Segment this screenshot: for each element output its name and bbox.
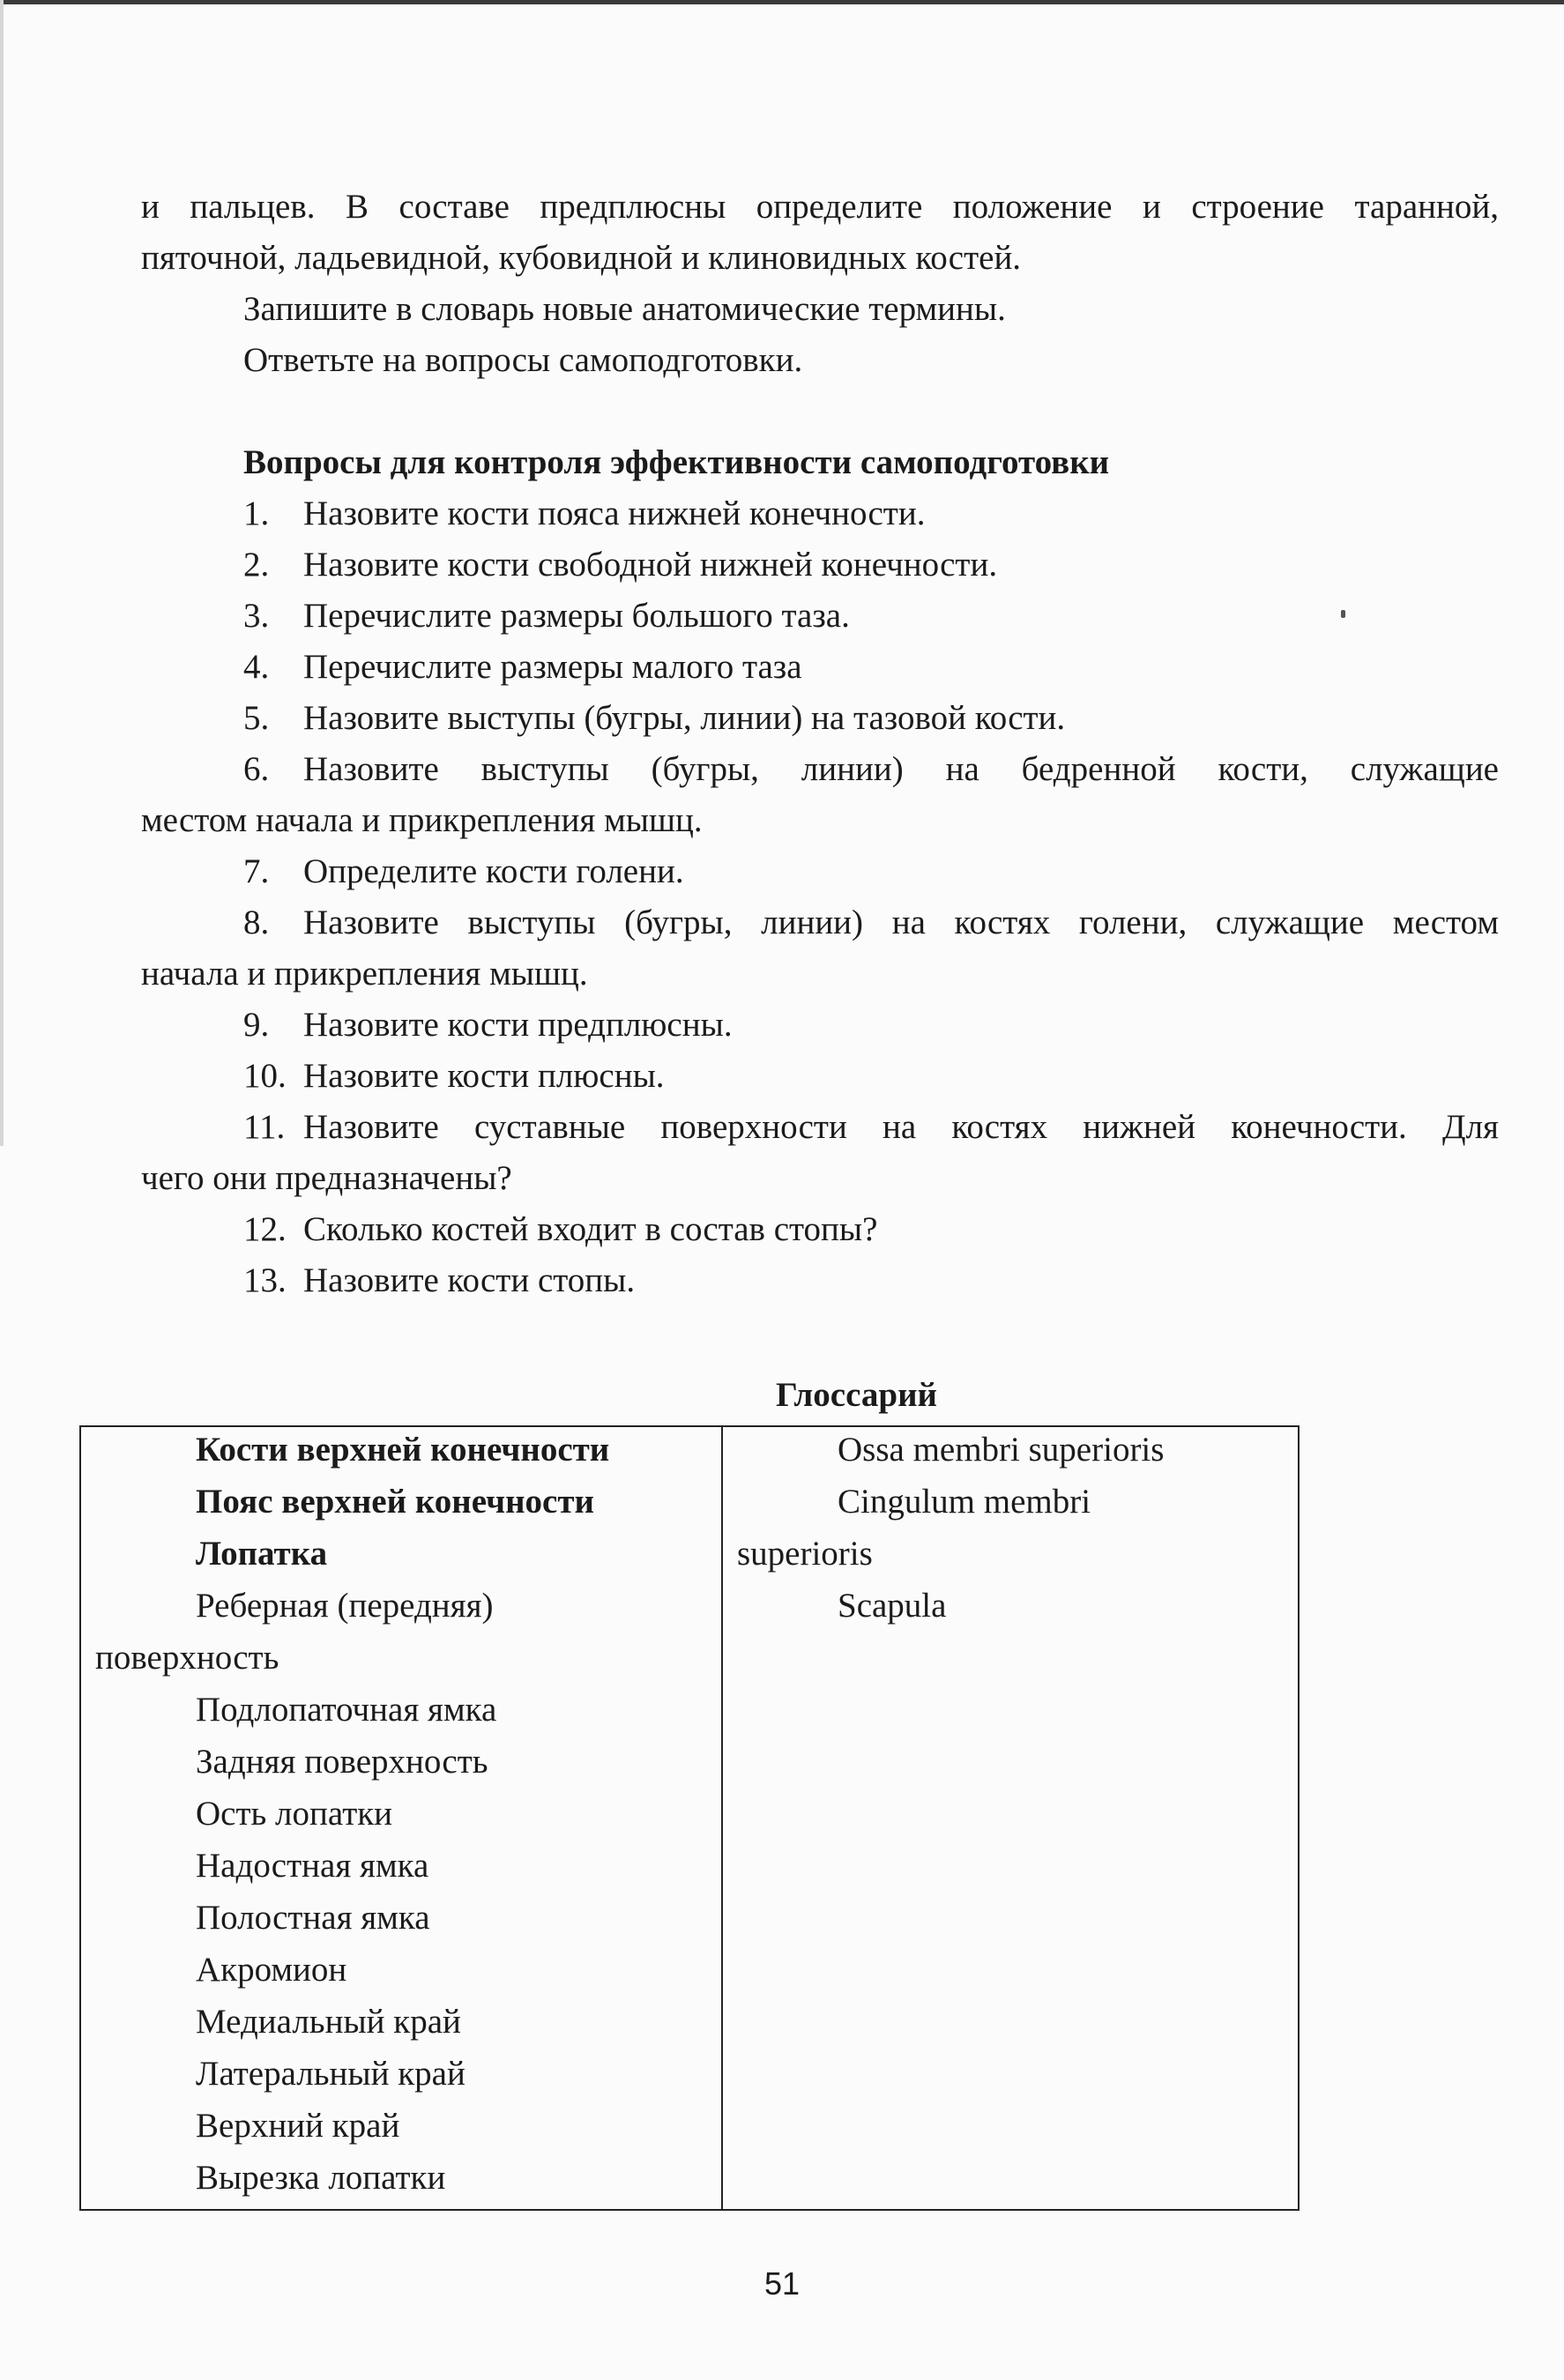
glossary-column-divider	[721, 1425, 723, 2211]
question-number: 12.	[243, 1210, 287, 1248]
question-text: Назовите кости пояса нижней конечности.	[303, 495, 926, 532]
scan-left-edge	[0, 0, 4, 1146]
question-item	[243, 1105, 1499, 1149]
question-text: Определите кости голени.	[303, 852, 684, 890]
glossary-term: Вырезка лопатки	[196, 2159, 446, 2197]
question-number: 9.	[243, 1006, 270, 1044]
question-continuation: местом начала и прикрепления мышц.	[141, 801, 703, 839]
page-number: 51	[763, 2265, 801, 2302]
glossary-term: Верхний край	[196, 2107, 400, 2145]
glossary-latin-term: Scapula	[838, 1587, 947, 1625]
question-continuation: начала и прикрепления мышц.	[141, 955, 588, 993]
question-text: Перечислите размеры большого таза.	[303, 597, 850, 635]
glossary-term-wrap: поверхность	[95, 1639, 279, 1677]
glossary-term: Реберная (передняя)	[196, 1587, 494, 1625]
question-text: Назовите кости стопы.	[303, 1261, 636, 1299]
question-number: 8.	[243, 904, 270, 941]
question-item	[243, 543, 998, 587]
question-text: Перечислите размеры малого таза	[303, 648, 802, 686]
glossary-term: Надостная ямка	[196, 1847, 429, 1885]
glossary-term: Задняя поверхность	[196, 1743, 488, 1781]
glossary-term: Лопатка	[196, 1535, 328, 1573]
question-item	[243, 492, 926, 536]
question-item	[243, 1208, 878, 1252]
question-number: 4.	[243, 648, 270, 686]
question-number: 10.	[243, 1057, 287, 1095]
questions-heading: Вопросы для контроля эффективности самоподготовки	[243, 443, 1110, 481]
glossary-term: Пояс верхней конечности	[196, 1483, 594, 1521]
glossary-latin-term: Cingulum membri	[838, 1483, 1091, 1521]
question-number: 6.	[243, 750, 270, 788]
question-item	[243, 901, 1499, 945]
question-number: 13.	[243, 1261, 287, 1299]
question-text: Сколько костей входит в состав стопы?	[303, 1210, 878, 1248]
glossary-latin-term-wrap: superioris	[737, 1535, 873, 1573]
scan-speck	[1341, 610, 1345, 618]
question-text: Назовите суставные поверхности на костях нижней конечности. Для	[303, 1108, 1499, 1146]
question-item	[243, 747, 1499, 792]
glossary-term: Подлопаточная ямка	[196, 1691, 497, 1729]
glossary-latin-term: Ossa membri superioris	[838, 1431, 1165, 1469]
question-number: 7.	[243, 852, 270, 890]
question-number: 5.	[243, 699, 270, 737]
question-text: Назовите выступы (бугры, линии) на тазовой кости.	[303, 699, 1066, 737]
glossary-term: Полостная ямка	[196, 1899, 430, 1937]
glossary-term: Медиальный край	[196, 2003, 461, 2041]
intro-line-3: Запишите в словарь новые анатомические термины.	[243, 290, 1006, 328]
glossary-term: Акромион	[196, 1951, 347, 1989]
question-item	[243, 645, 802, 689]
intro-line-2: пяточной, ладьевидной, кубовидной и клиновидных костей.	[141, 239, 1022, 277]
question-text: Назовите кости плюсны.	[303, 1057, 665, 1095]
question-text: Назовите выступы (бугры, линии) на костях голени, служащие местом	[303, 904, 1499, 941]
glossary-term: Ость лопатки	[196, 1795, 393, 1833]
question-number: 2.	[243, 546, 270, 584]
question-number: 1.	[243, 495, 270, 532]
glossary-term: Латеральный край	[196, 2055, 465, 2093]
intro-line-1: и пальцев. В составе предплюсны определите положение и строение таранной,	[141, 188, 1499, 226]
question-item	[243, 850, 684, 894]
top-rule	[0, 0, 1564, 4]
question-item	[243, 1054, 665, 1098]
question-text: Назовите кости предплюсны.	[303, 1006, 733, 1044]
question-item	[243, 696, 1066, 740]
question-number: 3.	[243, 597, 270, 635]
question-item	[243, 594, 850, 638]
question-number: 11.	[243, 1108, 286, 1146]
question-item	[243, 1003, 733, 1047]
question-item	[243, 1259, 636, 1303]
question-text: Назовите кости свободной нижней конечности.	[303, 546, 998, 584]
glossary-title: Глоссарий	[776, 1376, 938, 1414]
intro-line-4: Ответьте на вопросы самоподготовки.	[243, 341, 803, 379]
question-continuation: чего они предназначены?	[141, 1159, 512, 1197]
question-text: Назовите выступы (бугры, линии) на бедренной кости, служащие	[303, 750, 1499, 788]
glossary-term: Кости верхней конечности	[196, 1431, 610, 1469]
